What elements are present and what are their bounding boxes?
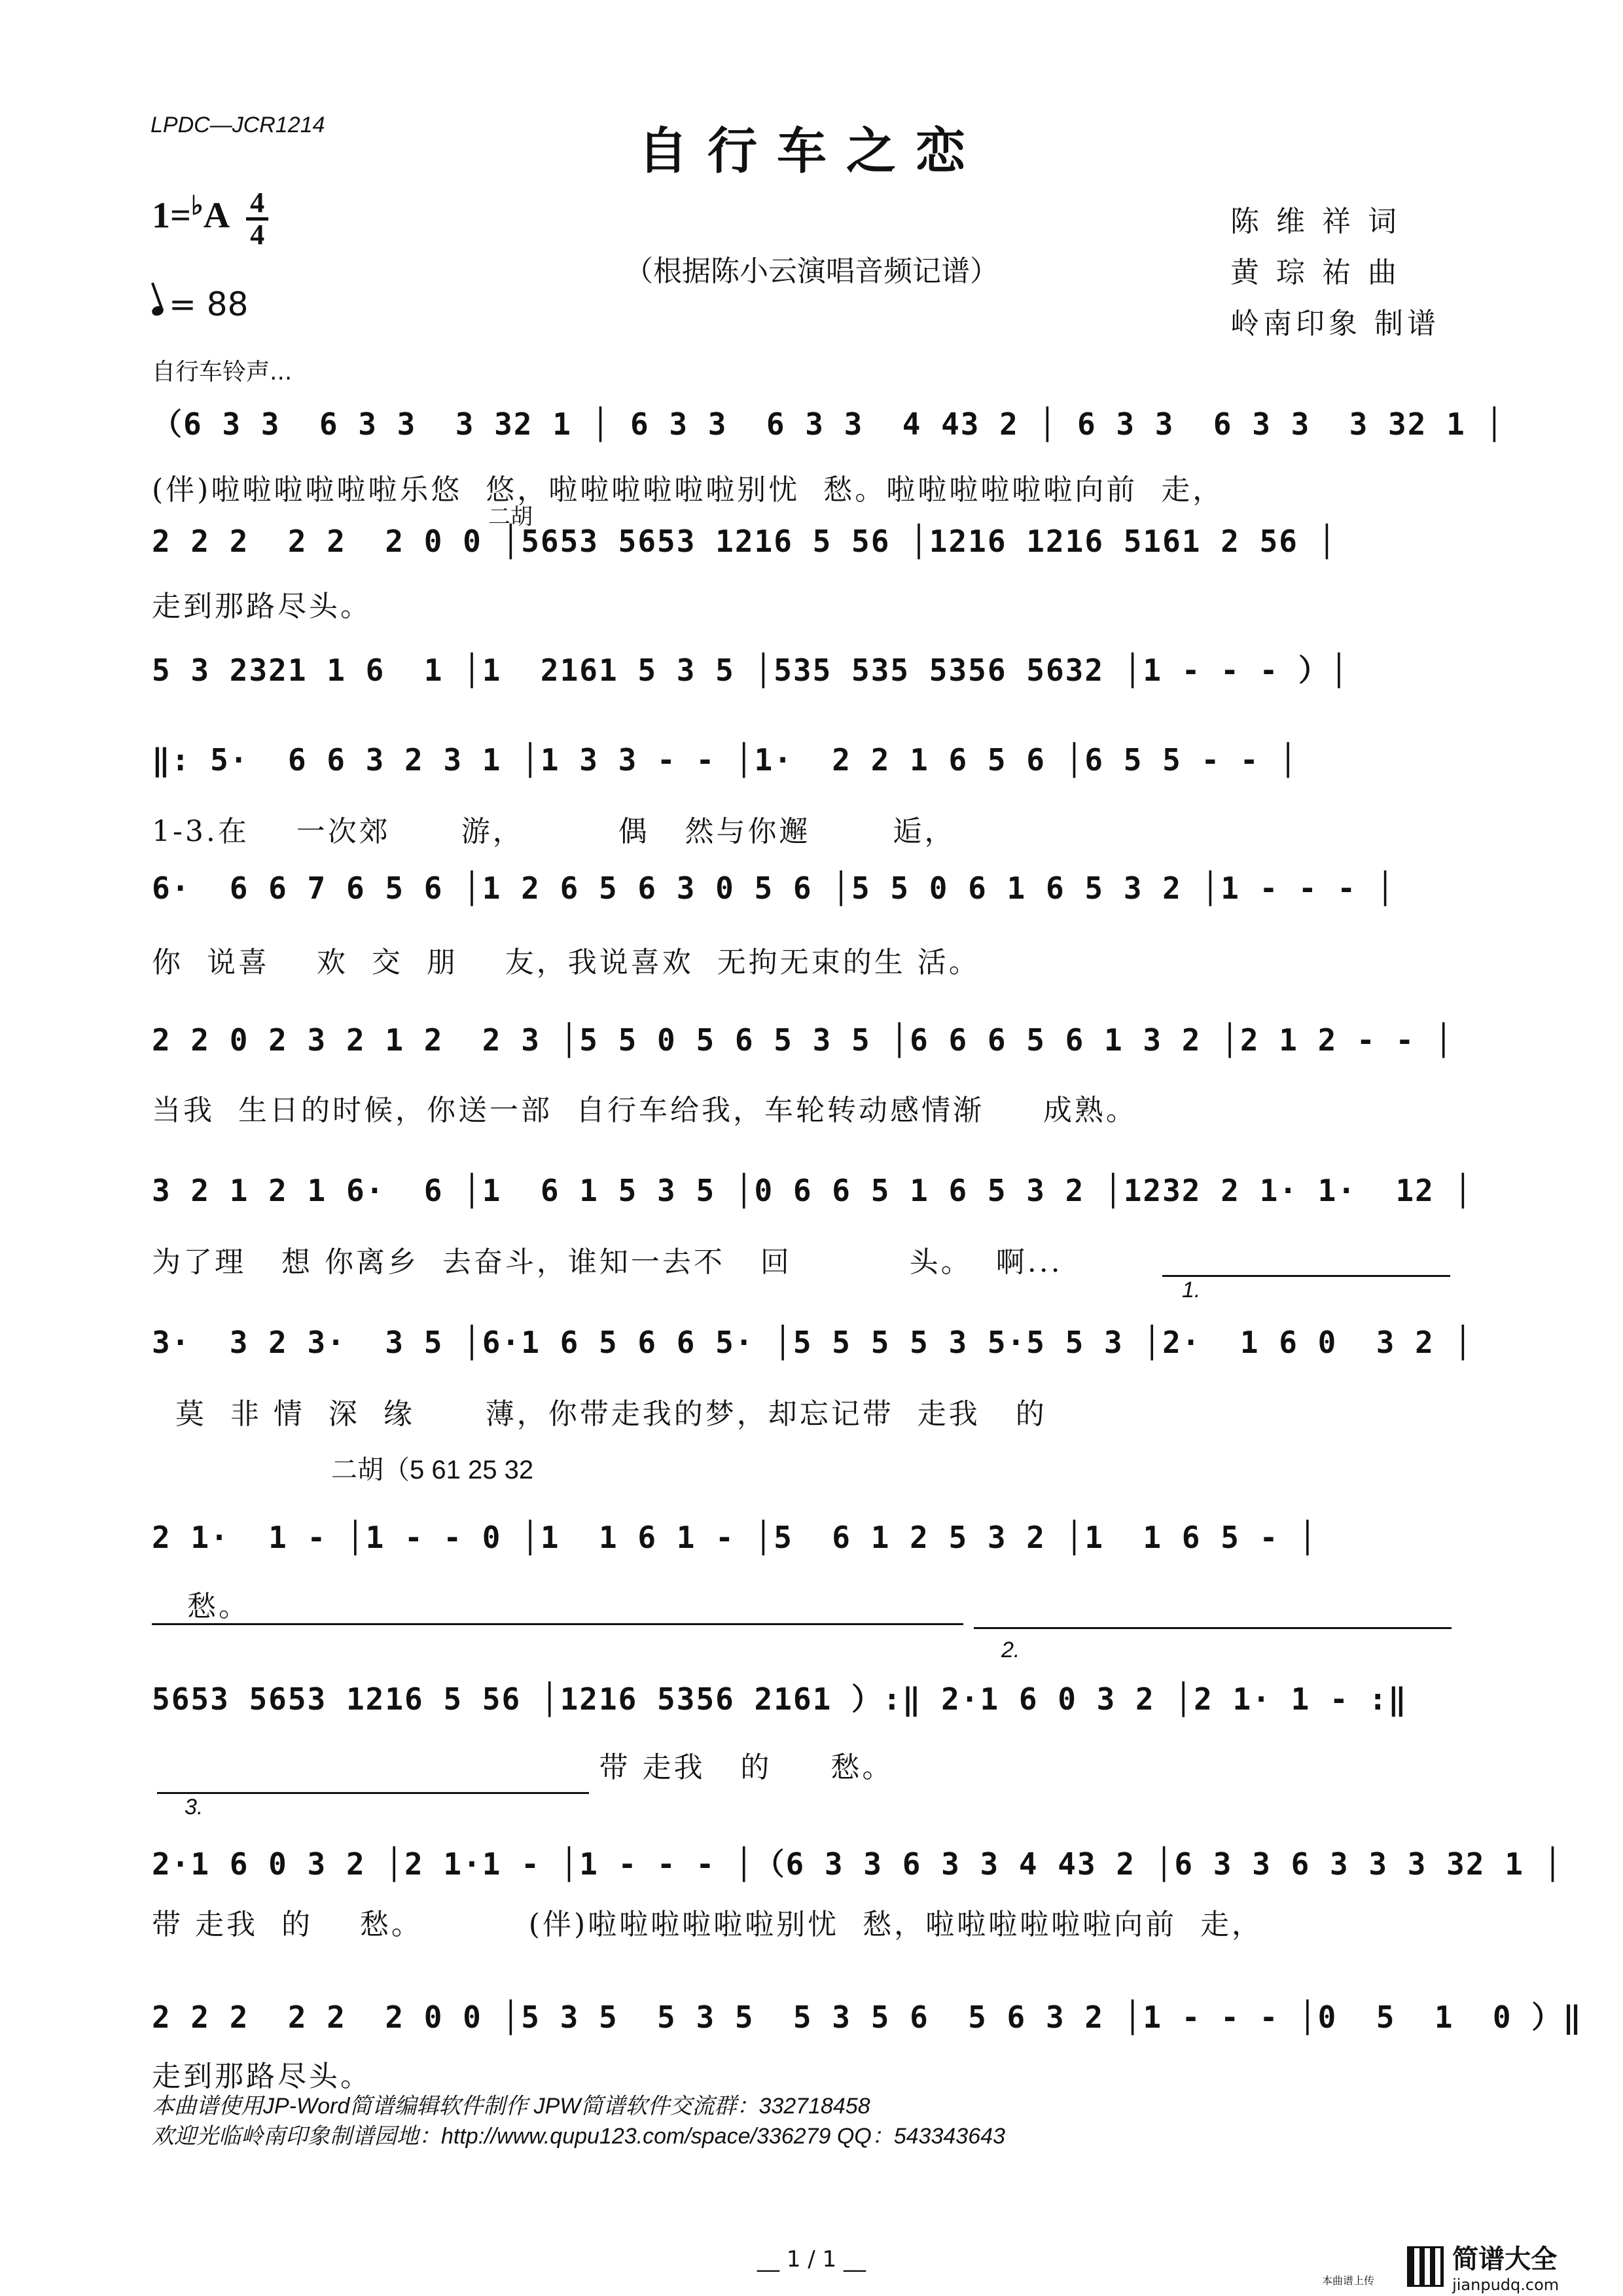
- notation-line-6: 2 2 0 2 3 2 1 2 2 3 │5 5 0 5 6 5 3 5 │6 6 6 5 6 1 3 2 │2 1 2 - - │: [152, 1022, 1454, 1058]
- notation-line-9: 2 1· 1 - │1 - - 0 │1 1 6 1 - │5 6 1 2 5 3 2 │1 1 6 5 - │: [152, 1520, 1318, 1555]
- song-title: 自行车之恋: [638, 122, 985, 180]
- lyric-line-7: 为了理 想 你离乡 去奋斗，谁知一去不 回 头。 啊...: [152, 1246, 1063, 1279]
- ending-3-label: 3.: [185, 1795, 204, 1820]
- time-bottom: 4: [250, 219, 265, 251]
- notation-line-1: （6 3 3 6 3 3 3 32 1 │ 6 3 3 6 3 3 4 43 2 │ 6 3 3 6 3 3 3 32 1 │: [152, 406, 1505, 442]
- notation-line-5: 6· 6 6 7 6 5 6 │1 2 6 5 6 3 0 5 6 │5 5 0 6 1 6 5 3 2 │1 - - - │: [152, 870, 1396, 906]
- subtitle: （根据陈小云演唱音频记谱）: [624, 255, 999, 288]
- notation-line-10: 5653 5653 1216 5 56 │1216 5356 2161 ）:‖ 2·1 6 0 3 2 │2 1· 1 - :‖: [152, 1681, 1408, 1717]
- lyric-line-1: (伴)啦啦啦啦啦啦乐悠 悠，啦啦啦啦啦啦别忧 愁。啦啦啦啦啦啦向前 走，: [152, 473, 1224, 507]
- composer: 黄 琮 祐 曲: [1230, 256, 1400, 289]
- ending-3-bracket: [157, 1792, 589, 1794]
- notation-line-2: 2 2 2 2 2 2 0 0 │5653 5653 1216 5 56 │1216 1216 5161 2 56 │: [152, 524, 1338, 559]
- time-signature: [246, 188, 268, 249]
- ending-2-label: 2.: [1001, 1638, 1020, 1662]
- logo-subtext: jianpudq.com: [1452, 2276, 1560, 2294]
- credits: [1230, 196, 1440, 350]
- upload-note: 本曲谱上传: [1322, 2274, 1375, 2287]
- lyric-line-11: 带 走我 的 愁。 (伴)啦啦啦啦啦啦别忧 愁，啦啦啦啦啦啦向前 走，: [152, 1908, 1264, 1941]
- lyric-line-5: 你 说喜 欢 交 朋 友，我说喜欢 无拘无束的生 活。: [152, 946, 980, 979]
- piano-keys-icon: [1407, 2246, 1444, 2287]
- notation-line-7: 3 2 1 2 1 6· 6 │1 6 1 5 3 5 │0 6 6 5 1 6 5 3 2 │1232 2 1· 1· 12 │: [152, 1173, 1474, 1208]
- footer-line-1: 本曲谱使用JP-Word简谱编辑软件制作 JPW简谱软件交流群：332718458: [152, 2094, 870, 2119]
- lyric-line-2: 走到那路尽头。: [152, 590, 372, 623]
- footer-line-2: 欢迎光临岭南印象制谱园地：http://www.qupu123.com/space/336279 QQ：543343643: [152, 2124, 1005, 2149]
- ending-1-bracket-cont: [152, 1623, 963, 1625]
- lyricist: 陈 维 祥 词: [1230, 205, 1400, 238]
- quarter-note-icon: [151, 304, 165, 317]
- key-flat: ♭: [190, 190, 204, 221]
- arranger: 岭南印象 制谱: [1230, 307, 1440, 340]
- notation-line-11: 2·1 6 0 3 2 │2 1·1 - │1 - - - │（6 3 3 6 3 3 4 43 2 │6 3 3 6 3 3 3 32 1 │: [152, 1846, 1563, 1882]
- notation-line-4: ‖: 5· 6 6 3 2 3 1 │1 3 3 - - │1· 2 2 1 6 5 6 │6 5 5 - - │: [152, 742, 1298, 778]
- lyric-line-6: 当我 生日的时候，你送一部 自行车给我，车轮转动感情渐 成熟。: [152, 1094, 1137, 1127]
- site-logo: [1322, 2238, 1616, 2294]
- score-code: LPDC—JCR1214: [151, 113, 325, 137]
- lyric-line-4: 1-3.在 一次郊 游， 偶 然与你邂 逅，: [152, 815, 956, 848]
- lyric-line-9: 愁。: [152, 1590, 250, 1623]
- key-prefix: 1=: [152, 195, 191, 236]
- ending-1-bracket: [1162, 1275, 1450, 1277]
- page-number: __ 1 / 1 __: [757, 2246, 866, 2272]
- lyric-line-12: 走到那路尽头。: [152, 2060, 372, 2093]
- notation-line-3: 5 3 2321 1 6 1 │1 2161 5 3 5 │535 535 5356 5632 │1 - - - ）│: [152, 653, 1349, 688]
- ending-1-label: 1.: [1182, 1278, 1201, 1302]
- logo-text: 简谱大全: [1452, 2244, 1558, 2274]
- key-note: A: [203, 195, 228, 236]
- lyric-line-10: 带 走我 的 愁。: [152, 1751, 894, 1784]
- tempo-marking: [152, 285, 248, 323]
- erhu-label: 二胡: [488, 505, 533, 529]
- erhu-phrase: 二胡（5 61 25 32: [331, 1456, 534, 1484]
- ending-2-bracket: [974, 1627, 1452, 1629]
- lyric-line-8: 莫 非 情 深 缘 薄，你带走我的梦，却忘记带 走我 的: [152, 1397, 1047, 1431]
- page-number-text: 1 / 1: [786, 2246, 837, 2272]
- tempo-value: = 88: [169, 285, 249, 323]
- notation-line-12: 2 2 2 2 2 2 0 0 │5 3 5 5 3 5 5 3 5 6 5 6 3 2 │1 - - - │0 5 1 0 ）‖: [152, 2000, 1582, 2035]
- key-signature: [152, 188, 268, 249]
- notation-line-8: 3· 3 2 3· 3 5 │6·1 6 5 6 6 5· │5 5 5 5 3 5·5 5 3 │2· 1 6 0 3 2 │: [152, 1325, 1474, 1360]
- time-top: 4: [250, 187, 265, 219]
- intro-note: 自行车铃声...: [152, 359, 293, 386]
